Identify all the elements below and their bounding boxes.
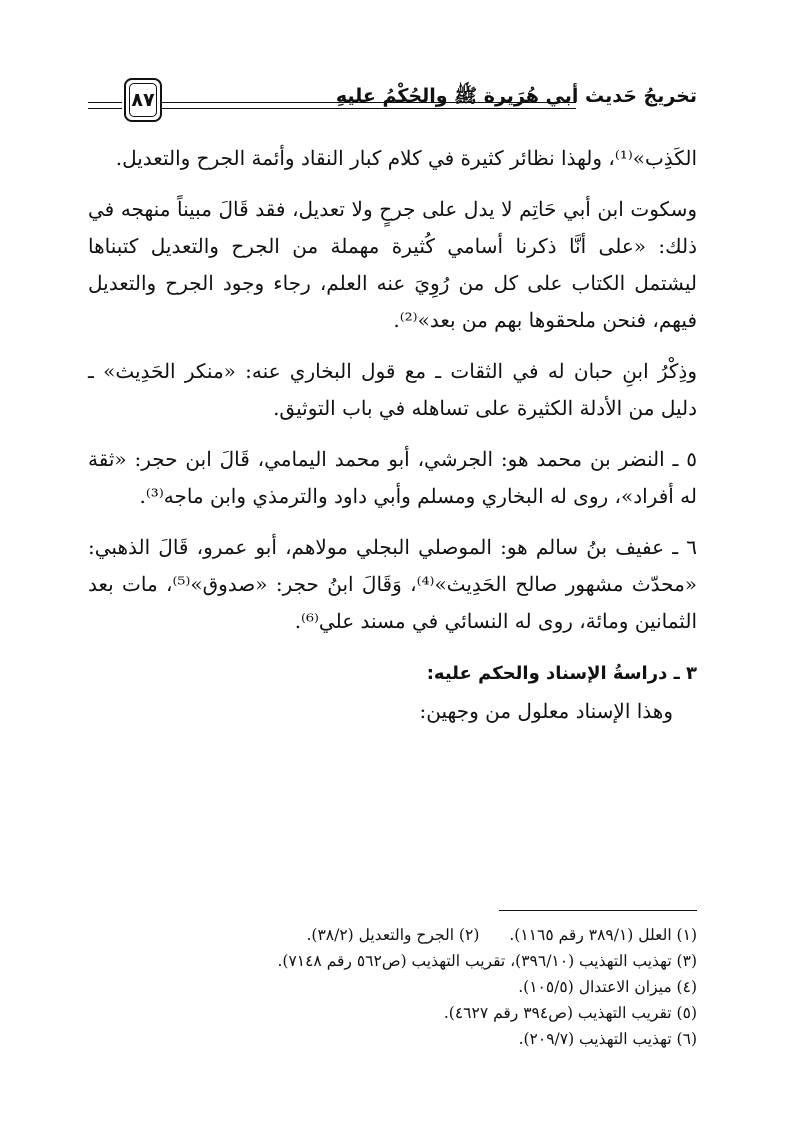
header-rule [88,102,122,103]
paragraph: ٥ ـ النضر بن محمد هو: الجرشي، أبو محمد اليمامي، قَالَ ابن حجر: «ثقة له أفراد»، روى له البخاري ومسلم وأبي داود والترمذي وابن ماجه⁽³⁾. [88,447,697,508]
footnote-1: (١) العلل (٣٨٩/١ رقم ١١٦٥). [509,926,697,944]
footnote-4: (٤) ميزان الاعتدال (١٠٥/٥). [518,978,697,996]
paragraph: وسكوت ابن أبي حَاتِم لا يدل على جرحٍ ولا تعديل، فقد قَالَ مبيناً منهجه في ذلك: «على أنَّا ذكرنا أسامي كُثيرة مهملة من الجرح والتعديل كتبناها ليشتمل الكتاب على كل من رُوِيَ عنه العلم، رجاء وجود الجرح والتعديل فيهم، فنحن ملحقوها بهم من بعد»⁽²⁾. [88,197,697,332]
footnote-3: (٣) تهذيب التهذيب (٣٩٦/١٠)، تقريب التهذيب (ص٥٦٢ رقم ٧١٤٨). [277,952,697,970]
header-rule [162,108,576,109]
footnote-6: (٦) تهذيب التهذيب (٢٠٩/٧). [518,1030,697,1048]
footnote-5: (٥) تقريب التهذيب (ص٣٩٤ رقم ٤٦٢٧). [443,1004,697,1022]
footnote-2: (٢) الجرح والتعديل (٣٨/٢). [306,926,480,944]
footnote-separator [499,910,697,911]
header-rule [88,108,122,109]
header-rule [162,102,576,103]
paragraph: الكَذِب»⁽¹⁾، ولهذا نظائر كثيرة في كلام كبار النقاد وأئمة الجرح والتعديل. [115,146,697,170]
footnote-row [88,922,697,948]
running-title: تخريجُ حَديث أبي هُرَيرة ﷺ والحُكْمُ عليهِ [335,85,697,107]
page-number: ٨٧ [129,83,157,117]
main-text [88,140,697,728]
paragraph: ٦ ـ عفيف بنُ سالم هو: الموصلي البجلي مولاهم، أبو عمرو، قَالَ الذهبي: «محدّث مشهور صالح الحَدِيث»⁽⁴⁾، وَقَالَ ابنُ حجر: «صدوق»⁽⁵⁾، مات بعد الثمانين ومائة، روى له النسائي في مسند علي⁽⁶⁾. [88,535,698,633]
section-intro-line: وهذا الإسناد معلول من وجهين: [419,699,673,723]
section-heading: ٣ ـ دراسةُ الإسناد والحكم عليه: [426,663,697,684]
page-number-frame [124,78,162,122]
footnotes [88,922,697,1052]
page-header [88,78,697,124]
paragraph: وذِكْرُ ابنِ حبان له في الثقات ـ مع قول البخاري عنه: «منكر الحَدِيث» ـ دليل من الأدلة الكثيرة على تساهله في باب التوثيق. [88,359,698,420]
